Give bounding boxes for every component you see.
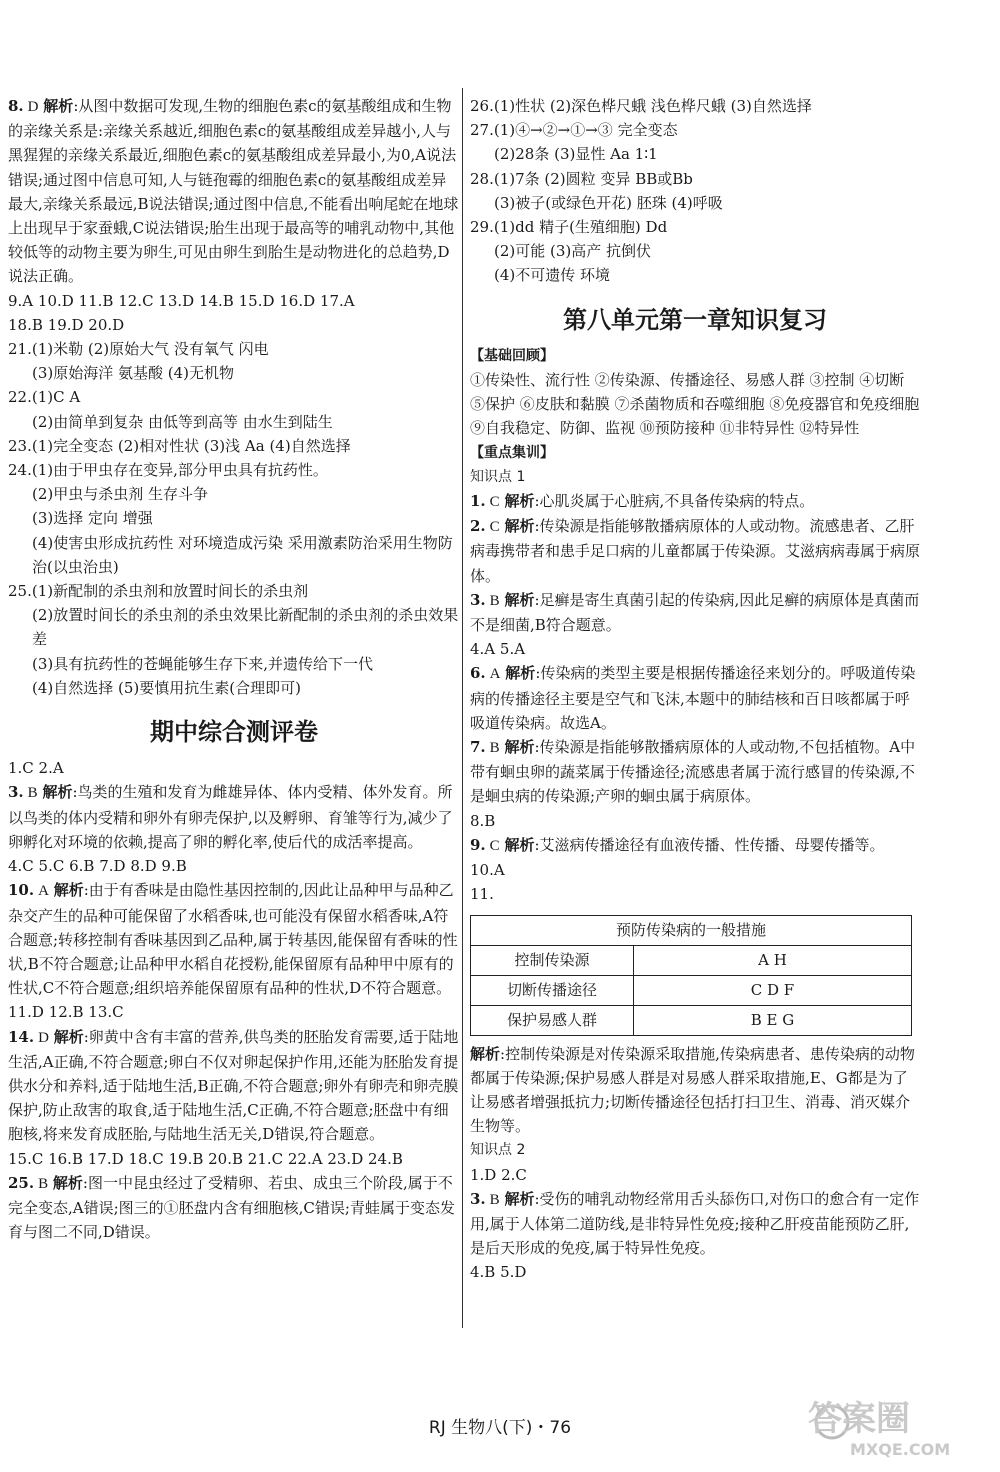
explanation-text: :从图中数据可发现,生物的细胞色素c的氨基酸组成和生物的亲缘关系是:亲缘关系越近,细胞色素c的氨基酸组成差异越小,人与黑猩猩的亲缘关系最近,细胞色素c的氨基酸组成差异最小,为0,A说法错误;通过图中信息可知,人与链孢霉的细胞色素c的氨基酸组成差异最大,亲缘关系最远,B说法错误;通过图中信息,不能看出响尾蛇在地球上出现早于家蚕蛾,C说法错误;胎生出现于最高等的哺乳动物中,其他较低等的动物主要为卵生,可见由卵生到胎生是动物进化的总趋势,D说法正确。 <box>8 97 459 286</box>
answer-line: (2)可能 (3)高产 抗倒伏 <box>494 242 652 261</box>
answer-line: 26.(1)性状 (2)深色桦尺蛾 浅色桦尺蛾 (3)自然选择 <box>470 97 812 115</box>
answer-explanation <box>470 1187 920 1261</box>
table-row <box>471 945 912 975</box>
explanation-label: 解析 <box>53 881 84 900</box>
question-number: 3. <box>470 1189 486 1208</box>
question-number: 9. <box>470 835 486 854</box>
explanation-text: :卵黄中含有丰富的营养,供鸟类的胚胎发育需要,适于陆地生活,A正确,不符合题意;卵白不仅对卵起保护作用,还能为胚胎发育提供水分和养料,适于陆地生活,B正确,不符合题意;卵外有卵壳和卵壳膜保护,防止敌害的取食,适于陆地生活,C正确,不符合题意;胚盘中有细胞核,将来发育成胚胎,与陆地生活无关,D错误,符合题意。 <box>8 1027 459 1144</box>
section-title: 期中综合测评卷 <box>150 718 318 747</box>
answer-line: 11. <box>470 885 494 904</box>
section-label: 【基础回顾】 <box>470 347 554 364</box>
answer-line: (3)被子(或绿色开花) 胚珠 (4)呼吸 <box>494 193 723 212</box>
svg-text:MXQE.COM: MXQE.COM <box>850 1440 951 1459</box>
answer-line: 9.A 10.D 11.B 12.C 13.D 14.B 15.D 16.D 17.A <box>8 291 355 310</box>
explanation-text: :由于有香味是由隐性基因控制的,因此让品种甲与品种乙杂交产生的品种可能保留了水稻香味,也可能没有保留水稻香味,A符合题意;转移控制有香味基因到乙品种,属于转基因,能保留有香味的性状,B不符合题意;让品种甲水稻自花授粉,能保留原有品种甲中原有的性状,C不符合题意;组织培养能保留原有品种的性状,D不符合题意。 <box>8 881 458 998</box>
answer-explanation <box>470 489 920 514</box>
prevention-table <box>470 915 912 1036</box>
table-row <box>471 975 912 1005</box>
explanation-label: 解析 <box>504 1189 535 1208</box>
question-number: 2. <box>470 517 486 536</box>
table-row <box>471 1005 912 1035</box>
answer-line: 25.(1)新配制的杀虫剂和放置时间长的杀虫剂 <box>8 582 309 601</box>
page-footer: RJ 生物八(下)・76 <box>428 1418 572 1438</box>
explanation-label: 解析 <box>42 783 73 802</box>
answer-choice: D <box>27 99 39 115</box>
question-number: 3. <box>8 783 24 802</box>
explanation-label: 解析 <box>504 835 535 854</box>
answer-line: 27.(1)④→②→①→③ 完全变态 <box>470 121 678 140</box>
answer-choice: D <box>38 1029 49 1046</box>
answer-choice: C <box>489 519 500 536</box>
explanation-label: 解析 <box>504 492 535 511</box>
table-cell-value: C D F <box>634 975 912 1005</box>
answer-line: 1.C 2.A <box>8 759 64 778</box>
section-title: 第八单元第一章知识复习 <box>563 305 827 334</box>
explanation-label: 解析 <box>505 664 536 683</box>
explanation-label: 解析 <box>43 97 74 115</box>
answer-explanation <box>8 780 460 854</box>
answer-line: (2)放置时间长的杀虫剂的杀虫效果比新配制的杀虫剂的杀虫效果差 <box>32 606 459 649</box>
question-number: 10. <box>8 881 35 900</box>
answer-line: (4)使害虫形成抗药性 对环境造成污染 采用激素防治采用生物防治(以虫治虫) <box>32 533 453 576</box>
answer-line: 8.B <box>470 811 496 830</box>
answer-line: (2)28条 (3)显性 Aa 1∶1 <box>494 145 658 164</box>
question-number: 25. <box>8 1173 35 1192</box>
question-number: 8. <box>8 97 24 115</box>
answer-line: (4)不可遗传 环境 <box>494 266 611 285</box>
explanation-label: 解析 <box>504 517 535 536</box>
answer-explanation <box>470 1042 920 1139</box>
answer-choice: B <box>27 785 38 802</box>
answer-line: 10.A <box>470 861 505 880</box>
answer-line: ①传染性、流行性 ②传染源、传播途径、易感人群 ③控制 ④切断 ⑤保护 ⑥皮肤和黏膜 ⑦杀菌物质和吞噬细胞 ⑧免疫器官和免疫细胞 ⑨自我稳定、防御、监视 ⑩预防接种 ⑪非特异性 ⑫特异性 <box>470 371 920 438</box>
table-cell-value: B E G <box>634 1005 912 1035</box>
explanation-text: :鸟类的生殖和发育为雌雄异体、体内受精、体外发育。所以鸟类的体内受精和卵外有卵壳保护,以及孵卵、育雏等行为,减少了卵孵化对环境的依赖,提高了卵的孵化率,使后代的成活率提高。 <box>8 783 453 851</box>
explanation-text: :心肌炎属于心脏病,不具备传染病的特点。 <box>534 492 815 511</box>
question-number: 3. <box>470 590 486 609</box>
answer-choice: B <box>489 592 500 609</box>
explanation-label: 解析 <box>470 1044 501 1063</box>
answer-explanation <box>8 878 460 1000</box>
explanation-text: :传染病的类型主要是根据传播途径来划分的。呼吸道传染病的传播途径主要是空气和飞沫,本题中的肺结核和百日咳都属于呼吸道传染病。故选A。 <box>470 664 916 732</box>
right-column <box>470 94 920 1285</box>
answer-line: 28.(1)7条 (2)圆粒 变异 BB或Bb <box>470 169 693 188</box>
explanation-label: 解析 <box>504 738 535 757</box>
answer-line: 18.B 19.D 20.D <box>8 315 125 334</box>
answer-explanation <box>470 661 920 735</box>
answer-line: 24.(1)由于甲虫存在变异,部分甲虫具有抗药性。 <box>8 461 328 480</box>
svg-text:答案圈: 答案圈 <box>808 1399 910 1439</box>
answer-choice: B <box>489 740 500 757</box>
explanation-label: 解析 <box>504 590 535 609</box>
explanation-text: :受伤的哺乳动物经常用舌头舔伤口,对伤口的愈合有一定作用,属于人体第二道防线,是非特异性免疫;接种乙肝疫苗能预防乙肝,是后天形成的免疫,属于特异性免疫。 <box>470 1189 920 1258</box>
answer-choice: B <box>38 1175 49 1192</box>
table-cell-label: 切断传播途径 <box>471 975 634 1005</box>
answer-choice: B <box>489 1191 500 1208</box>
question-number: 14. <box>8 1027 35 1046</box>
explanation-text: :足癣是寄生真菌引起的传染病,因此足癣的病原体是真菌而不是细菌,B符合题意。 <box>470 590 920 635</box>
answer-line: 21.(1)米勒 (2)原始大气 没有氧气 闪电 <box>8 340 269 359</box>
section-label: 【重点集训】 <box>470 444 554 461</box>
explanation-text: :控制传染源是对传染源采取措施,传染病患者、患传染病的动物都属于传染源;保护易感人群是对易感人群采取措施,E、G都是为了让易感者增强抵抗力;切断传播途径包括打扫卫生、消毒、消灭媒介生物等。 <box>470 1044 915 1136</box>
answer-line: (3)具有抗药性的苍蝇能够生存下来,并遗传给下一代 <box>32 654 374 673</box>
explanation-text: :图一中昆虫经过了受精卵、若虫、成虫三个阶段,属于不完全变态,A错误;图三的①胚盘内含有细胞核,C错误;青蛙属于变态发育与图二不同,D错误。 <box>8 1173 455 1242</box>
explanation-text: :传染源是指能够散播病原体的人或动物,不包括植物。A中带有蛔虫卵的蔬菜属于传播途径;流感患者属于流行感冒的传染源,不是蛔虫病的传染源;产卵的蛔虫属于病原体。 <box>470 738 916 806</box>
question-number: 6. <box>470 664 486 683</box>
answer-line: (2)甲虫与杀虫剂 生存斗争 <box>32 485 209 504</box>
left-column <box>8 94 460 1244</box>
answer-line: (2)由简单到复杂 由低等到高等 由水生到陆生 <box>32 412 333 431</box>
answer-explanation <box>470 833 920 858</box>
answer-explanation <box>8 94 460 289</box>
answer-line: 29.(1)dd 精子(生殖细胞) Dd <box>470 218 668 237</box>
explanation-label: 解析 <box>52 1173 83 1192</box>
watermark-logo <box>780 1380 990 1460</box>
table-cell-label: 保护易感人群 <box>471 1005 634 1035</box>
answer-line: (3)选择 定向 增强 <box>32 509 153 528</box>
knowledge-point-label: 知识点 1 <box>470 468 526 485</box>
answer-line: 1.D 2.C <box>470 1165 527 1184</box>
answer-explanation <box>8 1025 460 1147</box>
answer-line: 4.C 5.C 6.B 7.D 8.D 9.B <box>8 857 187 876</box>
explanation-text: :传染源是指能够散播病原体的人或动物。流感患者、乙肝病毒携带者和患手足口病的儿童都属于传染源。艾滋病病毒属于病原体。 <box>470 517 921 585</box>
answer-line: 11.D 12.B 13.C <box>8 1003 124 1022</box>
answer-line: 22.(1)C A <box>8 388 81 407</box>
answer-explanation <box>8 1171 460 1245</box>
answer-explanation <box>470 514 920 588</box>
column-divider <box>462 88 463 1328</box>
answer-line: 23.(1)完全变态 (2)相对性状 (3)浅 Aa (4)自然选择 <box>8 436 351 455</box>
question-number: 1. <box>470 492 486 511</box>
explanation-text: :艾滋病传播途径有血液传播、性传播、母婴传播等。 <box>534 835 885 854</box>
answer-choice: A <box>38 883 49 900</box>
answer-choice: A <box>489 666 501 683</box>
knowledge-point-label: 知识点 2 <box>470 1142 526 1159</box>
explanation-label: 解析 <box>53 1027 84 1046</box>
answer-line: 4.B 5.D <box>470 1263 527 1282</box>
answer-choice: C <box>489 494 500 511</box>
answer-explanation <box>470 588 920 637</box>
table-cell-label: 控制传染源 <box>471 945 634 975</box>
answer-explanation <box>470 735 920 809</box>
answer-line: 15.C 16.B 17.D 18.C 19.B 20.B 21.C 22.A 23.D 24.B <box>8 1149 403 1168</box>
table-cell-value: A H <box>634 945 912 975</box>
answer-line: 4.A 5.A <box>470 640 526 659</box>
answer-line: (4)自然选择 (5)要慎用抗生素(合理即可) <box>32 678 301 697</box>
answer-choice: C <box>489 837 500 854</box>
question-number: 7. <box>470 738 486 757</box>
answer-line: (3)原始海洋 氨基酸 (4)无机物 <box>32 364 235 383</box>
table-header: 预防传染病的一般措施 <box>471 915 912 945</box>
